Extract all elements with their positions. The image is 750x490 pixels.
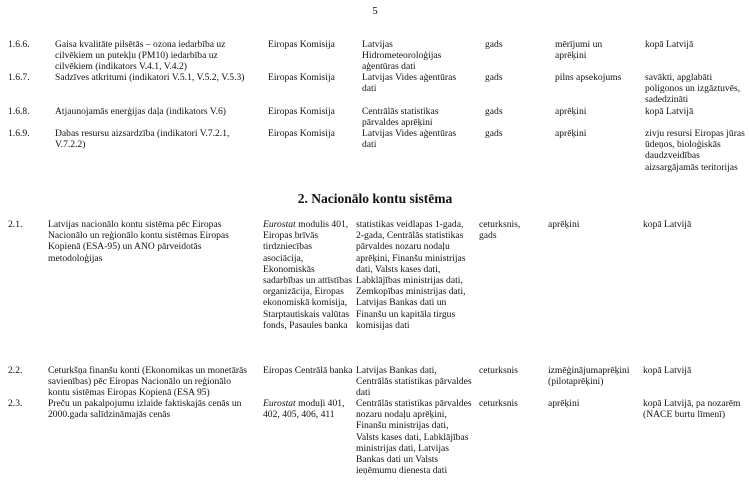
row-period: ceturksnis, gads — [479, 219, 521, 242]
row-coverage: savākti, apglabāti poligonos un izgāztuvēs, sadedzināti — [645, 72, 741, 106]
row-coverage: kopā Latvijā — [645, 106, 694, 117]
row-source: Latvijas Bankas dati, Centrālās statistikas pārvaldes dati — [356, 365, 472, 399]
row-source: Latvijas Vides aģentūras dati — [362, 72, 457, 95]
row-period: gads — [485, 39, 503, 50]
row-coverage: kopā Latvijā — [643, 219, 692, 230]
row-responsible-italic: Eurostat — [263, 398, 296, 409]
row-source: Centrālās statistikas pārvaldes nozaru nodaļu aprēķini, Finanšu ministrijas dati, Valsts kases dati, Labklājības ministrijas dati, Latvijas Bankas dati un Valsts ieņēmumu dienesta dati — [356, 398, 472, 477]
row-source: Latvijas Hidrometeoroloģijas aģentūras dati — [362, 39, 442, 73]
row-title: Dabas resursu aizsardzība (indikatori V.7.2.1, V.7.2.2) — [55, 128, 230, 151]
row-source: Latvijas Vides aģentūras dati — [362, 128, 457, 151]
row-number: 2.2. — [8, 365, 23, 376]
row-number: 2.1. — [8, 219, 23, 230]
row-source: statistikas veidlapas 1-gada, 2-gada, Centrālās statistikas pārvaldes nozaru nodaļu aprēķini, Finanšu ministrijas dati, Valsts kases dati, Labklājības ministrijas dati, Zemkopības ministrijas dati, Latvijas Bankas dati un Finanšu un kapitāla tirgus komisijas dati — [356, 219, 466, 331]
row-period: ceturksnis — [479, 398, 518, 409]
row-title: Atjaunojamās enerģijas daļa (indikators V.6) — [55, 106, 226, 117]
row-period: gads — [485, 128, 503, 139]
row-responsible — [263, 365, 353, 376]
row-period: gads — [485, 72, 503, 83]
row-period: ceturksnis — [479, 365, 518, 376]
row-coverage: kopā Latvijā, pa nozarēm (NACE burtu līmenī) — [643, 398, 741, 421]
row-method: aprēķini — [548, 219, 580, 230]
row-title: Sadzīves atkritumi (indikatori V.5.1, V.5.2, V.5.3) — [55, 72, 245, 83]
row-method: pilns apsekojums — [555, 72, 622, 83]
row-title: Latvijas nacionālo kontu sistēma pēc Eiropas Nacionālo un reģionālo kontu sistēmas Eiropas Kopienā (ESA-95) un ANO pārveidotās metodoloģijas — [48, 219, 229, 264]
row-responsible-text: modulis 401, Eiropas brīvās tirdzniecības asociācija, Ekonomiskās sadarbības un attīstības organizācija, Eiropas ekonomiskā komisija, Starptautiskais valūtas fonds, Pasaules banka — [263, 219, 352, 331]
row-responsible: Eiropas Komisija — [268, 72, 335, 83]
row-responsible — [263, 398, 353, 420]
row-responsible-italic: Eurostat — [263, 219, 296, 230]
row-responsible: Eiropas Komisija — [268, 128, 335, 139]
row-title: Ceturkšņa finanšu konti (Ekonomikas un monetārās savienības) pēc Eiropas Nacionālo un reģionālo kontu sistēmas Eiropas Kopienā (ESA 95) — [48, 365, 248, 399]
row-coverage: kopā Latvijā — [645, 39, 694, 50]
row-number: 1.6.8. — [8, 106, 30, 117]
row-title: Gaisa kvalitāte pilsētās – ozona iedarbība uz cilvēkiem un putekļu (PM10) iedarbība uz cilvēkiem (indikators V.4.1, V.4.2) — [55, 39, 226, 73]
row-source: Centrālās statistikas pārvaldes aprēķini — [362, 106, 439, 129]
row-method: aprēķini — [548, 398, 580, 409]
row-method: aprēķini — [555, 128, 587, 139]
row-responsible — [263, 219, 353, 331]
row-number: 2.3. — [8, 398, 23, 409]
row-number: 1.6.6. — [8, 39, 30, 50]
row-coverage: zivju resursi Eiropas jūras ūdeņos, bioloģiskās daudzveidības aizsargājamās teritorijas — [645, 128, 745, 173]
row-method: aprēķini — [555, 106, 587, 117]
row-responsible: Eiropas Komisija — [268, 106, 335, 117]
row-responsible-text: moduļi 401, 402, 405, 406, 411 — [263, 398, 345, 421]
row-title: Preču un pakalpojumu izlaide faktiskajās cenās un 2000.gada salīdzināmajās cenās — [48, 398, 242, 421]
row-method: izmēģinājumaprēķini (pilotaprēķini) — [548, 365, 630, 388]
section-title: 2. Nacionālo kontu sistēma — [297, 191, 453, 206]
row-responsible: Eiropas Komisija — [268, 39, 335, 50]
row-number: 1.6.9. — [8, 128, 30, 139]
row-period: gads — [485, 106, 503, 117]
row-method: mērījumi un aprēķini — [555, 39, 603, 62]
page-number: 5 — [372, 5, 378, 17]
row-coverage: kopā Latvijā — [643, 365, 692, 376]
row-number: 1.6.7. — [8, 72, 30, 83]
row-responsible-text: Eiropas Centrālā banka — [263, 365, 353, 376]
